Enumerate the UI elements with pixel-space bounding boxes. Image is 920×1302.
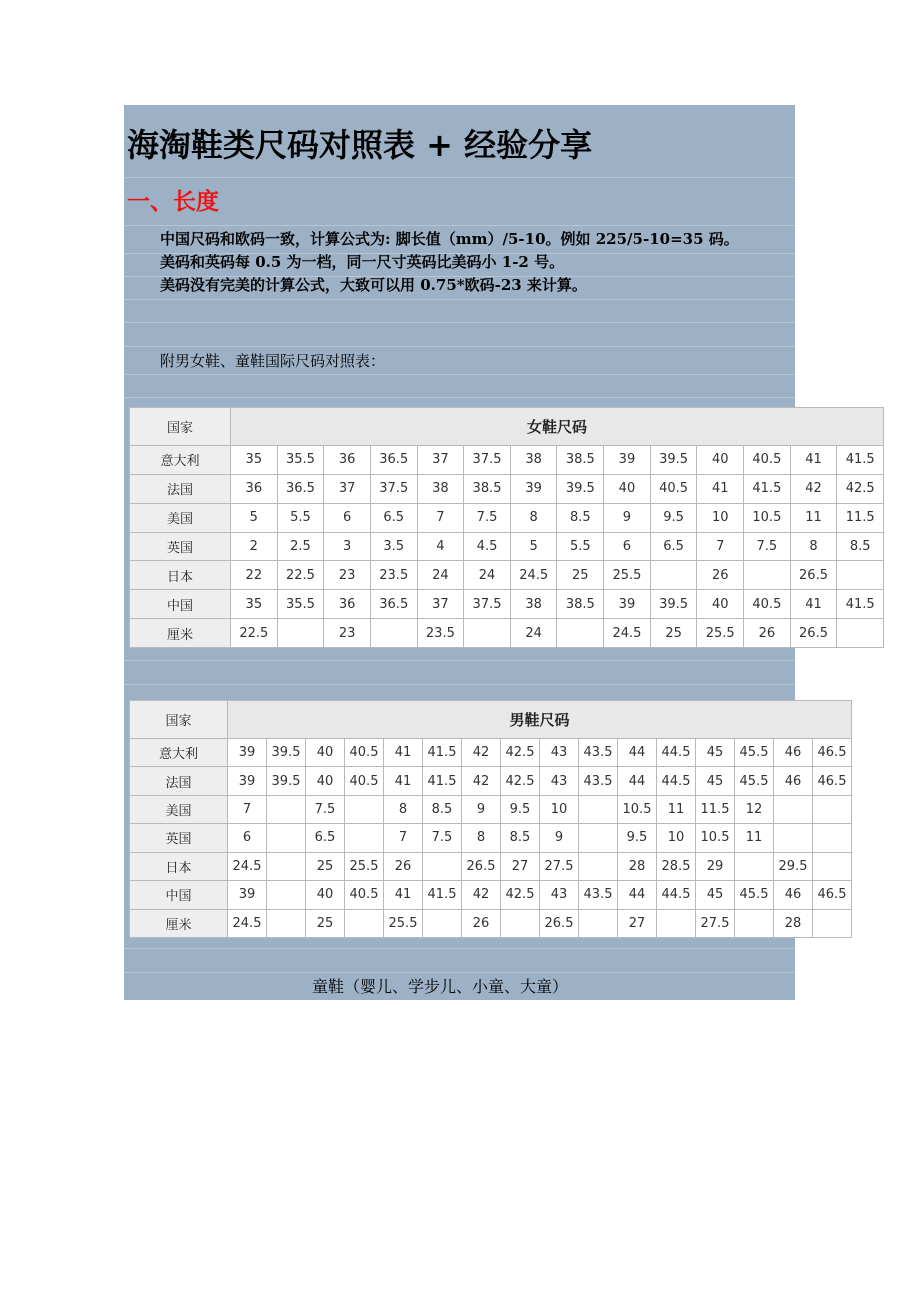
row-label: 美国 — [130, 503, 231, 532]
size-cell: 8.5 — [423, 795, 462, 823]
size-cell: 7 — [384, 824, 423, 852]
size-cell: 42.5 — [501, 739, 540, 767]
size-cell: 46.5 — [813, 739, 852, 767]
size-cell: 43.5 — [579, 739, 618, 767]
row-label: 中国 — [130, 881, 228, 909]
size-cell: 11.5 — [696, 795, 735, 823]
size-cell: 5.5 — [557, 532, 604, 561]
size-cell: 46 — [774, 881, 813, 909]
size-cell: 36 — [324, 446, 371, 475]
size-cell: 26 — [462, 909, 501, 937]
size-cell: 42.5 — [501, 881, 540, 909]
size-cell: 40.5 — [744, 590, 791, 619]
size-cell: 45 — [696, 881, 735, 909]
size-cell: 9 — [540, 824, 579, 852]
size-cell: 44.5 — [657, 739, 696, 767]
size-cell — [837, 619, 884, 648]
size-cell: 37.5 — [370, 474, 417, 503]
size-cell: 41.5 — [837, 446, 884, 475]
size-cell — [267, 881, 306, 909]
size-cell: 8 — [510, 503, 557, 532]
size-cell: 40 — [306, 881, 345, 909]
table-row — [130, 446, 884, 475]
size-cell: 36 — [324, 590, 371, 619]
size-cell — [735, 909, 774, 937]
size-cell: 37 — [417, 590, 464, 619]
size-cell: 44.5 — [657, 881, 696, 909]
size-cell: 40.5 — [744, 446, 791, 475]
row-label: 法国 — [130, 474, 231, 503]
size-cell: 41 — [384, 881, 423, 909]
size-cell: 25 — [306, 852, 345, 880]
table-row — [130, 503, 884, 532]
size-cell — [813, 795, 852, 823]
size-cell: 2 — [231, 532, 278, 561]
size-cell: 12 — [735, 795, 774, 823]
row-label: 日本 — [130, 561, 231, 590]
table-row — [130, 881, 852, 909]
size-cell: 35.5 — [277, 446, 324, 475]
size-cell: 46.5 — [813, 881, 852, 909]
women-size-table — [129, 407, 884, 648]
size-cell: 25 — [650, 619, 697, 648]
row-label: 意大利 — [130, 446, 231, 475]
size-cell: 24.5 — [510, 561, 557, 590]
kids-shoes-caption: 童鞋（婴儿、学步儿、小童、大童） — [312, 977, 569, 996]
size-cell: 11 — [657, 795, 696, 823]
size-cell: 10.5 — [744, 503, 791, 532]
size-cell — [657, 909, 696, 937]
size-cell: 5.5 — [277, 503, 324, 532]
size-cell — [579, 824, 618, 852]
size-cell: 6.5 — [650, 532, 697, 561]
size-cell — [370, 619, 417, 648]
size-cell: 3 — [324, 532, 371, 561]
size-cell: 7 — [417, 503, 464, 532]
size-cell: 4 — [417, 532, 464, 561]
table-row — [130, 561, 884, 590]
table-row — [130, 532, 884, 561]
size-cell: 24.5 — [604, 619, 651, 648]
size-cell: 26.5 — [462, 852, 501, 880]
size-cell: 8.5 — [837, 532, 884, 561]
table-row — [130, 590, 884, 619]
divider — [124, 346, 795, 347]
table-row — [130, 619, 884, 648]
size-cell: 43 — [540, 767, 579, 795]
size-cell: 25.5 — [384, 909, 423, 937]
men-size-grid — [129, 700, 852, 938]
size-cell: 39 — [228, 881, 267, 909]
size-cell: 24 — [417, 561, 464, 590]
size-cell — [345, 795, 384, 823]
size-cell: 43.5 — [579, 767, 618, 795]
table-title: 男鞋尺码 — [228, 701, 852, 739]
size-cell: 25.5 — [345, 852, 384, 880]
size-cell: 41.5 — [837, 590, 884, 619]
size-cell: 42.5 — [837, 474, 884, 503]
size-cell — [557, 619, 604, 648]
size-cell: 39 — [228, 767, 267, 795]
size-cell: 7.5 — [306, 795, 345, 823]
size-cell: 22.5 — [277, 561, 324, 590]
table-corner-header: 国家 — [130, 408, 231, 446]
size-cell: 5 — [510, 532, 557, 561]
size-cell: 38.5 — [557, 446, 604, 475]
row-label: 厘米 — [130, 909, 228, 937]
size-cell — [579, 909, 618, 937]
women-size-grid — [129, 407, 884, 648]
size-cell — [423, 852, 462, 880]
row-label: 英国 — [130, 824, 228, 852]
size-cell: 26 — [384, 852, 423, 880]
table-row — [130, 739, 852, 767]
section-heading-length: 一、长度 — [127, 188, 219, 215]
size-cell — [277, 619, 324, 648]
size-cell: 38.5 — [557, 590, 604, 619]
size-cell: 43.5 — [579, 881, 618, 909]
size-cell — [813, 852, 852, 880]
size-cell: 26.5 — [790, 619, 837, 648]
page-title: 海淘鞋类尺码对照表 + 经验分享 — [127, 126, 593, 164]
size-cell: 35.5 — [277, 590, 324, 619]
size-cell: 42 — [462, 767, 501, 795]
size-cell: 23 — [324, 561, 371, 590]
size-cell: 39.5 — [557, 474, 604, 503]
size-cell: 40 — [604, 474, 651, 503]
size-cell: 8.5 — [557, 503, 604, 532]
size-cell — [423, 909, 462, 937]
size-cell: 44.5 — [657, 767, 696, 795]
size-cell: 11.5 — [837, 503, 884, 532]
divider — [124, 322, 795, 323]
size-cell: 36.5 — [370, 446, 417, 475]
size-cell — [501, 909, 540, 937]
size-cell: 6.5 — [306, 824, 345, 852]
size-cell: 39.5 — [267, 767, 306, 795]
size-cell — [267, 909, 306, 937]
size-cell: 38 — [417, 474, 464, 503]
size-cell — [267, 824, 306, 852]
divider — [124, 972, 795, 973]
size-cell: 26 — [744, 619, 791, 648]
size-cell: 9 — [604, 503, 651, 532]
size-cell: 41 — [697, 474, 744, 503]
size-cell: 45.5 — [735, 767, 774, 795]
paragraph-line: 中国尺码和欧码一致，计算公式为: 脚长值（mm）/5-10。例如 225/5-10=35 码。 — [160, 230, 739, 248]
row-label: 日本 — [130, 852, 228, 880]
size-cell: 7 — [228, 795, 267, 823]
size-cell — [774, 795, 813, 823]
size-cell: 45.5 — [735, 739, 774, 767]
divider — [124, 684, 795, 685]
size-cell — [579, 852, 618, 880]
size-cell: 28 — [618, 852, 657, 880]
divider — [124, 948, 795, 949]
size-cell: 27.5 — [540, 852, 579, 880]
divider — [124, 660, 795, 661]
size-cell: 42 — [790, 474, 837, 503]
size-cell: 36.5 — [277, 474, 324, 503]
table-row — [130, 474, 884, 503]
size-cell: 40 — [697, 590, 744, 619]
size-cell: 43 — [540, 881, 579, 909]
size-cell: 27 — [618, 909, 657, 937]
size-cell: 37 — [324, 474, 371, 503]
size-cell — [744, 561, 791, 590]
size-cell: 6 — [228, 824, 267, 852]
size-cell: 24.5 — [228, 909, 267, 937]
size-cell: 39.5 — [650, 590, 697, 619]
size-cell: 6 — [324, 503, 371, 532]
size-cell: 22.5 — [231, 619, 278, 648]
size-cell — [735, 852, 774, 880]
size-cell: 7.5 — [464, 503, 511, 532]
size-cell: 4.5 — [464, 532, 511, 561]
men-size-table — [129, 700, 852, 938]
size-cell: 40.5 — [345, 881, 384, 909]
size-cell: 35 — [231, 590, 278, 619]
size-cell: 40.5 — [345, 767, 384, 795]
size-cell: 37.5 — [464, 590, 511, 619]
size-cell: 26 — [697, 561, 744, 590]
size-cell: 10.5 — [696, 824, 735, 852]
size-cell: 45 — [696, 767, 735, 795]
size-cell: 38 — [510, 590, 557, 619]
row-label: 英国 — [130, 532, 231, 561]
size-cell: 41.5 — [423, 767, 462, 795]
size-cell: 41.5 — [423, 739, 462, 767]
size-cell: 39 — [228, 739, 267, 767]
size-cell: 41.5 — [423, 881, 462, 909]
size-cell: 25 — [557, 561, 604, 590]
size-cell: 11 — [790, 503, 837, 532]
size-cell: 7.5 — [423, 824, 462, 852]
size-cell: 41 — [384, 767, 423, 795]
size-cell: 24 — [510, 619, 557, 648]
table-row — [130, 909, 852, 937]
size-cell: 38 — [510, 446, 557, 475]
divider — [124, 177, 795, 178]
size-cell: 36.5 — [370, 590, 417, 619]
table-row — [130, 767, 852, 795]
size-cell: 9.5 — [618, 824, 657, 852]
size-cell: 5 — [231, 503, 278, 532]
size-cell: 37.5 — [464, 446, 511, 475]
size-cell — [813, 824, 852, 852]
size-cell: 44 — [618, 881, 657, 909]
size-cell: 39 — [604, 446, 651, 475]
size-cell: 36 — [231, 474, 278, 503]
size-cell: 42 — [462, 881, 501, 909]
size-cell: 2.5 — [277, 532, 324, 561]
size-cell: 3.5 — [370, 532, 417, 561]
size-cell: 25 — [306, 909, 345, 937]
size-cell — [650, 561, 697, 590]
size-cell: 28 — [774, 909, 813, 937]
size-cell: 29 — [696, 852, 735, 880]
table-title: 女鞋尺码 — [231, 408, 884, 446]
size-cell: 10 — [697, 503, 744, 532]
size-cell — [345, 824, 384, 852]
size-cell: 24.5 — [228, 852, 267, 880]
size-cell: 23.5 — [417, 619, 464, 648]
size-cell: 41.5 — [744, 474, 791, 503]
size-cell: 38.5 — [464, 474, 511, 503]
size-cell: 40.5 — [345, 739, 384, 767]
size-cell: 41 — [790, 590, 837, 619]
size-cell: 39 — [510, 474, 557, 503]
size-cell — [813, 909, 852, 937]
size-cell: 41 — [384, 739, 423, 767]
table-intro-note: 附男女鞋、童鞋国际尺码对照表： — [160, 352, 386, 370]
size-cell: 46.5 — [813, 767, 852, 795]
row-label: 意大利 — [130, 739, 228, 767]
size-cell: 46 — [774, 739, 813, 767]
divider — [124, 299, 795, 300]
size-cell: 10 — [540, 795, 579, 823]
size-cell: 26.5 — [540, 909, 579, 937]
size-cell: 8 — [384, 795, 423, 823]
size-cell — [774, 824, 813, 852]
size-cell: 7 — [697, 532, 744, 561]
size-cell — [267, 795, 306, 823]
size-cell: 9.5 — [650, 503, 697, 532]
size-cell: 43 — [540, 739, 579, 767]
size-cell: 40 — [306, 767, 345, 795]
size-cell: 28.5 — [657, 852, 696, 880]
size-cell: 25.5 — [604, 561, 651, 590]
table-row — [130, 852, 852, 880]
row-label: 美国 — [130, 795, 228, 823]
size-cell: 11 — [735, 824, 774, 852]
size-cell: 23.5 — [370, 561, 417, 590]
size-cell: 22 — [231, 561, 278, 590]
paragraph-line: 美码和英码每 0.5 为一档，同一尺寸英码比美码小 1-2 号。 — [160, 253, 565, 271]
size-cell: 37 — [417, 446, 464, 475]
size-cell: 7.5 — [744, 532, 791, 561]
size-cell — [267, 852, 306, 880]
divider — [124, 225, 795, 226]
size-cell: 44 — [618, 767, 657, 795]
table-row — [130, 795, 852, 823]
row-label: 中国 — [130, 590, 231, 619]
size-cell: 27.5 — [696, 909, 735, 937]
size-cell: 29.5 — [774, 852, 813, 880]
size-cell — [345, 909, 384, 937]
size-cell: 41 — [790, 446, 837, 475]
size-cell: 9 — [462, 795, 501, 823]
table-corner-header: 国家 — [130, 701, 228, 739]
paragraph-line: 美码没有完美的计算公式，大致可以用 0.75*欧码-23 来计算。 — [160, 276, 587, 294]
size-cell: 10.5 — [618, 795, 657, 823]
size-cell: 6.5 — [370, 503, 417, 532]
divider — [124, 397, 795, 398]
size-cell: 24 — [464, 561, 511, 590]
size-cell: 39 — [604, 590, 651, 619]
size-cell: 8 — [462, 824, 501, 852]
size-cell: 35 — [231, 446, 278, 475]
size-cell: 10 — [657, 824, 696, 852]
size-cell: 42 — [462, 739, 501, 767]
size-cell: 39.5 — [267, 739, 306, 767]
table-row — [130, 824, 852, 852]
row-label: 法国 — [130, 767, 228, 795]
size-cell: 27 — [501, 852, 540, 880]
size-cell — [579, 795, 618, 823]
size-cell: 39.5 — [650, 446, 697, 475]
size-cell: 8 — [790, 532, 837, 561]
size-cell: 42.5 — [501, 767, 540, 795]
size-cell: 26.5 — [790, 561, 837, 590]
size-cell: 40 — [306, 739, 345, 767]
size-cell: 45.5 — [735, 881, 774, 909]
size-cell: 45 — [696, 739, 735, 767]
size-cell: 25.5 — [697, 619, 744, 648]
divider — [124, 374, 795, 375]
size-cell: 9.5 — [501, 795, 540, 823]
size-cell: 8.5 — [501, 824, 540, 852]
size-cell: 44 — [618, 739, 657, 767]
size-cell — [837, 561, 884, 590]
size-cell — [464, 619, 511, 648]
size-cell: 40.5 — [650, 474, 697, 503]
size-cell: 46 — [774, 767, 813, 795]
size-cell: 6 — [604, 532, 651, 561]
row-label: 厘米 — [130, 619, 231, 648]
size-cell: 23 — [324, 619, 371, 648]
size-cell: 40 — [697, 446, 744, 475]
